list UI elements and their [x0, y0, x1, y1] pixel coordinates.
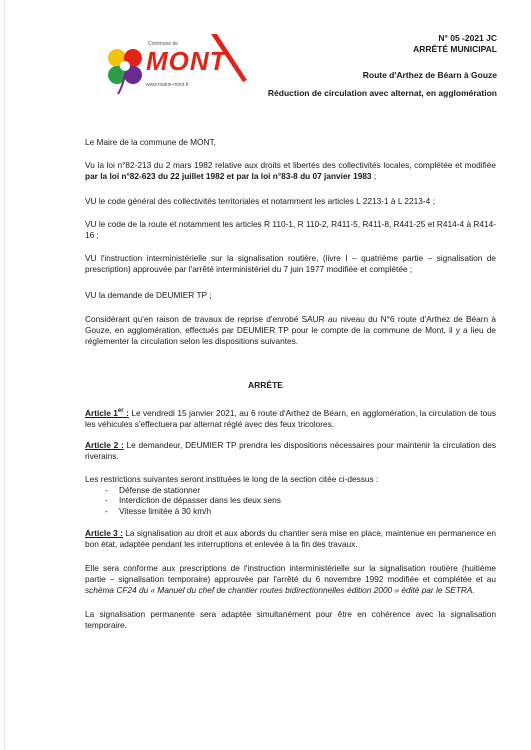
list-item: - Défense de stationner — [105, 485, 496, 496]
article-2-label: Article 2 : — [85, 440, 124, 450]
restrictions-block — [85, 474, 496, 516]
conformity-text-b: schéma CF24 du « Manuel du chef de chantier routes bidirectionnelles édition 2000 » édité par le SETRA. — [85, 585, 475, 595]
vu1-text-c: ; — [371, 171, 377, 181]
list-item: - Vitesse limitée à 30 km/h — [105, 506, 496, 517]
clover-logo-icon — [102, 44, 148, 100]
article-2 — [85, 440, 496, 462]
arrete-location: Route d'Arthez de Béarn à Gouze — [362, 70, 497, 80]
vu-paragraph-5: VU la demande de DEUMIER TP ; — [85, 290, 212, 300]
arrete-type: ARRÊTÉ MUNICIPAL — [413, 44, 497, 54]
red-slash-mark — [209, 34, 249, 84]
arrete-number: N° 05 -2021 JC — [438, 33, 497, 43]
article-3-label: Article 3 : — [85, 528, 123, 538]
considerant-paragraph: Considérant qu'en raison de travaux de reprise d'enrobé SAUR au niveau du N°6 route d'Arthez de Béarn à Gouze, en agglomération, effectués par DEUMIER TP pour le compte de la commune de Mont, il y a lieu de réglementer la circulation selon les dispositions suivantes. — [85, 314, 496, 346]
arrete-subject: Réduction de circulation avec alternat, en agglomération — [267, 88, 497, 98]
article-1 — [85, 406, 496, 430]
logo-website: www.mairie-mont.fr — [146, 82, 189, 88]
mayor-line: Le Maire de la commune de MONT, — [85, 137, 216, 147]
restrictions-list — [85, 485, 496, 517]
scan-edge — [4, 0, 5, 750]
vu1-text-a: Vu la loi n°82-213 du 2 mars 1982 relative aux droits et libertés des collectivités locales, complétée et modifiée — [85, 160, 496, 170]
conformity-text-a: Elle sera conforme aux prescriptions de l'instruction interministérielle sur la signalisation routière (huitième partie – signalisation temporaire) approuvée par l'arrêté du 6 novembre 1992 modifiée et complétée et au — [85, 563, 496, 584]
article-1-text: Le vendredi 15 janvier 2021, au 6 route d'Arthez de Béarn, en agglomération, la circulation de tous les véhicules s'effectuera par alternat réglé avec des feux tricolores. — [85, 407, 496, 429]
vu-paragraph-3: VU le code de la route et notamment les articles R 110-1, R 110-2, R411-5, R411-8, R441-25 et R414-4 à R414-16 ; — [85, 219, 496, 240]
article-3-text: La signalisation au droit et aux abords du chantier sera mise en place, maintenue en permanence en bon état, adaptée pendant les interruptions et enlevée à la fin des travaux. — [85, 528, 496, 549]
conformity-paragraph — [85, 563, 496, 596]
logo-commune-label: Commune de — [148, 41, 179, 47]
restrictions-intro: Les restrictions suivantes seront instituées le long de la section citée ci-dessus : — [85, 474, 379, 484]
article-2-text: Le demandeur, DEUMIER TP prendra les dispositions nécessaires pour maintenir la circulation des riverains. — [85, 440, 496, 461]
article-3 — [85, 528, 496, 550]
arrete-title: ARRÊTE — [248, 380, 283, 390]
vu-paragraph-4: VU l'instruction interministérielle sur la signalisation routière, (livre I – quatrième partie – signalisation de prescription) approuvée par l'arrêté interministériel du 7 juin 1977 modifiée et complétée ; — [85, 253, 496, 274]
vu-paragraph-1 — [85, 160, 496, 182]
permanent-signalisation-paragraph: La signalisation permanente sera adaptée simultanément pour être en cohérence avec la signalisation temporaire. — [85, 609, 496, 630]
vu1-text-b: par la loi n°82-623 du 22 juillet 1982 et par la loi n°83-8 du 07 janvier 1983 — [85, 171, 372, 181]
list-item: - Interdiction de dépasser dans les deux sens — [105, 495, 496, 506]
logo-name: MONT — [146, 46, 227, 76]
vu-paragraph-2: VU le code général des collectivités territoriales et notamment les articles L 2213-1 à L 2213-4 ; — [85, 196, 435, 206]
article-1-label: Article 1er : — [85, 407, 129, 418]
